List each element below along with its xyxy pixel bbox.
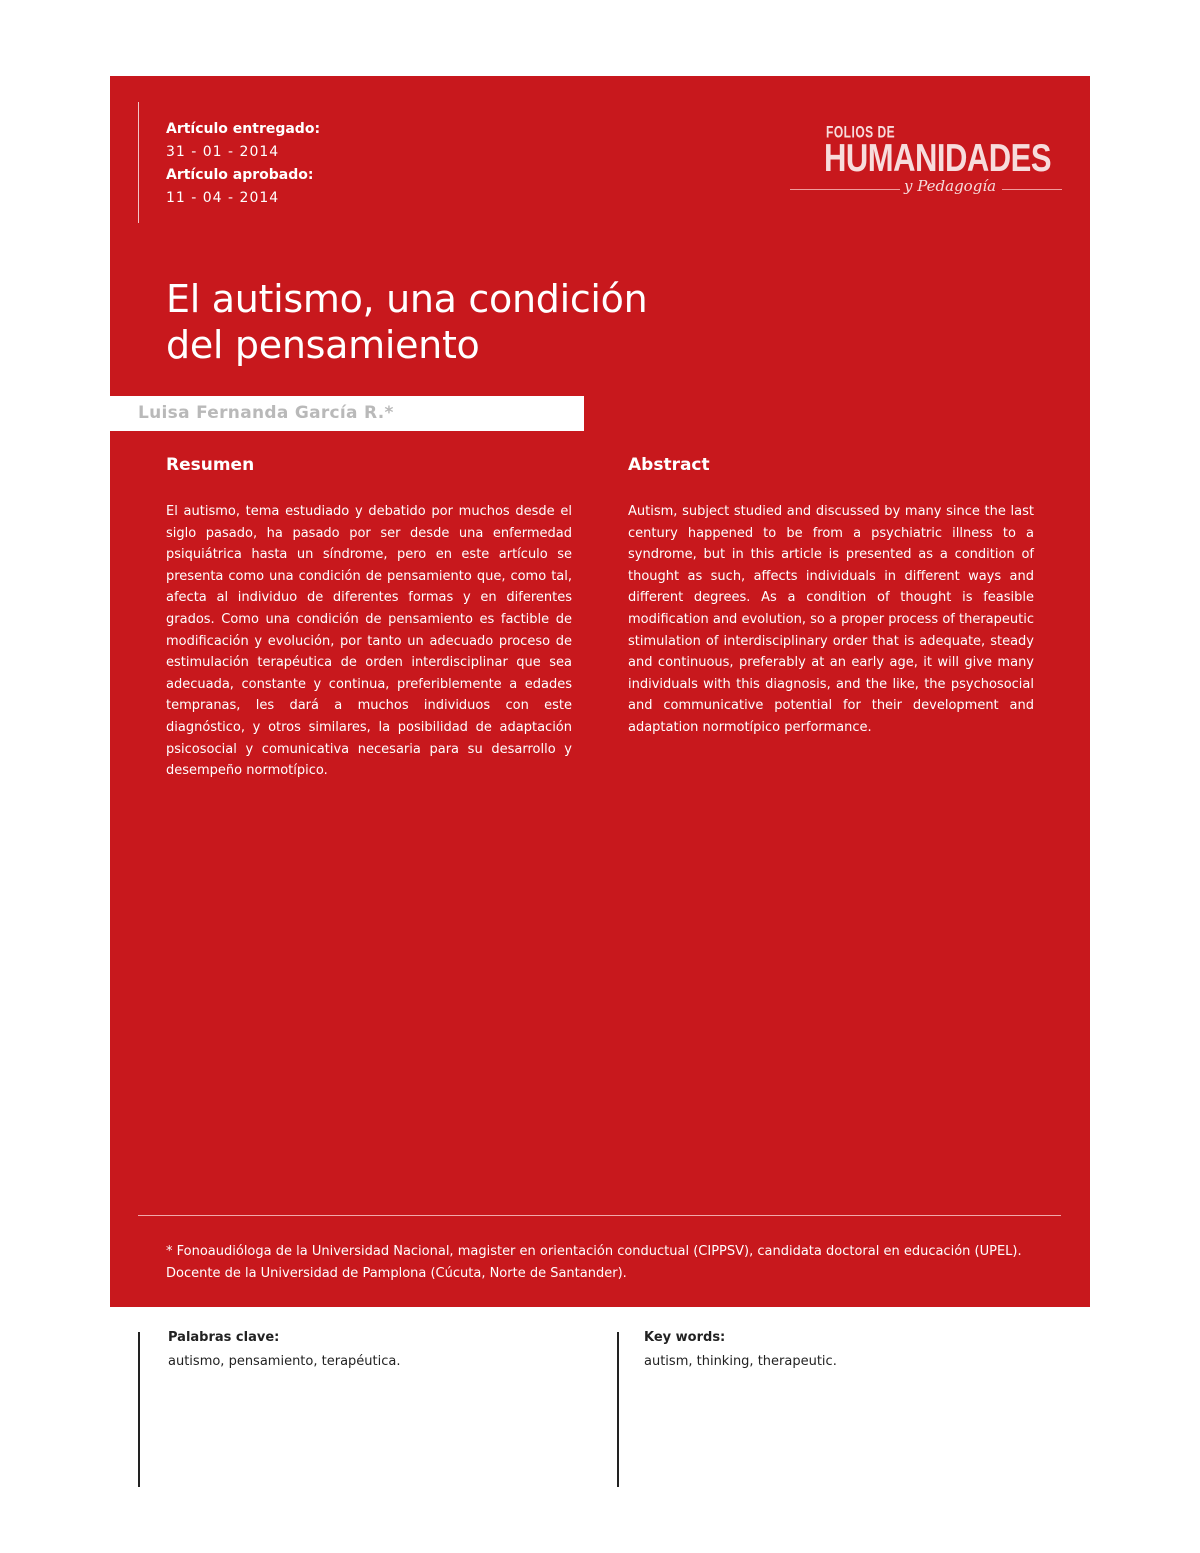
meta-divider [138,102,139,223]
resumen-text: El autismo, tema estudiado y debatido por muchos desde el siglo pasado, ha pasado por ser desde una enfermedad psiquiátrica hasta un síndrome, pero en este artículo se presenta como una condición de pensamiento que, como tal, afecta al individuo de diferentes formas y en diferentes grados. Como una condición de pensamiento es factible de modificación y evolución, por tanto un adecuado proceso de estimulación terapéutica de orden interdisciplinar que sea adecuada, constante y continua, preferiblemente a edades tempranas, les dará a muchos individuos con este diagnóstico, y otros similares, la posibilidad de adaptación psicosocial y comunicativa necesaria para su desarrollo y desempeño normotípico. [166,504,572,779]
abstract-text: Autism, subject studied and discussed by many since the last century happened to be from a psychiatric illness to a syndrome, but in this article is presented as a condition of thought as such, affects individuals in different ways and different degrees. As a condition of thought is feasible modification and evolution, so a proper process of therapeutic stimulation of interdisciplinary order that is adequate, steady and continuous, preferably at an early age, it will give many individuals with this diagnosis, and the like, the psychosocial and communicative potential for their development and adaptation normotípico performance. [628,504,1034,735]
title-line-1: El autismo, una condición [166,277,648,321]
logo-line2: HUMANIDADES [824,136,1051,180]
logo-rule-left [790,189,900,190]
abstract-heading: Abstract [628,455,710,475]
title-line-2: del pensamiento [166,323,480,367]
article-title [166,276,647,368]
keywords-es-label: Palabras clave: [168,1330,280,1345]
keywords-es-rule [138,1332,140,1487]
approved-label: Artículo aprobado: [166,167,314,183]
author-bar [110,396,584,431]
journal-logo [790,122,1062,212]
article-dates [166,118,320,210]
keywords-es-text: autismo, pensamiento, terapéutica. [168,1354,401,1369]
logo-rule-right [1002,189,1062,190]
keywords-en-text: autism, thinking, therapeutic. [644,1354,837,1369]
logo-line3: y Pedagogía [904,177,997,195]
delivered-label: Artículo entregado: [166,121,321,137]
logo-line1: FOLIOS DE [826,122,896,142]
keywords-en-label: Key words: [644,1330,726,1345]
keywords-en-rule [617,1332,619,1487]
footnote-divider [138,1215,1061,1216]
approved-date: 11 - 04 - 2014 [166,190,280,206]
resumen-heading: Resumen [166,455,255,475]
author-footnote: * Fonoaudióloga de la Universidad Nacional, magister en orientación conductual (CIPPSV), candidata doctoral en educación (UPEL). Docente de la Universidad de Pamplona (Cúcuta, Norte de Santander). [166,1244,1022,1281]
delivered-date: 31 - 01 - 2014 [166,144,280,160]
author-name: Luisa Fernanda García R.* [138,403,394,423]
